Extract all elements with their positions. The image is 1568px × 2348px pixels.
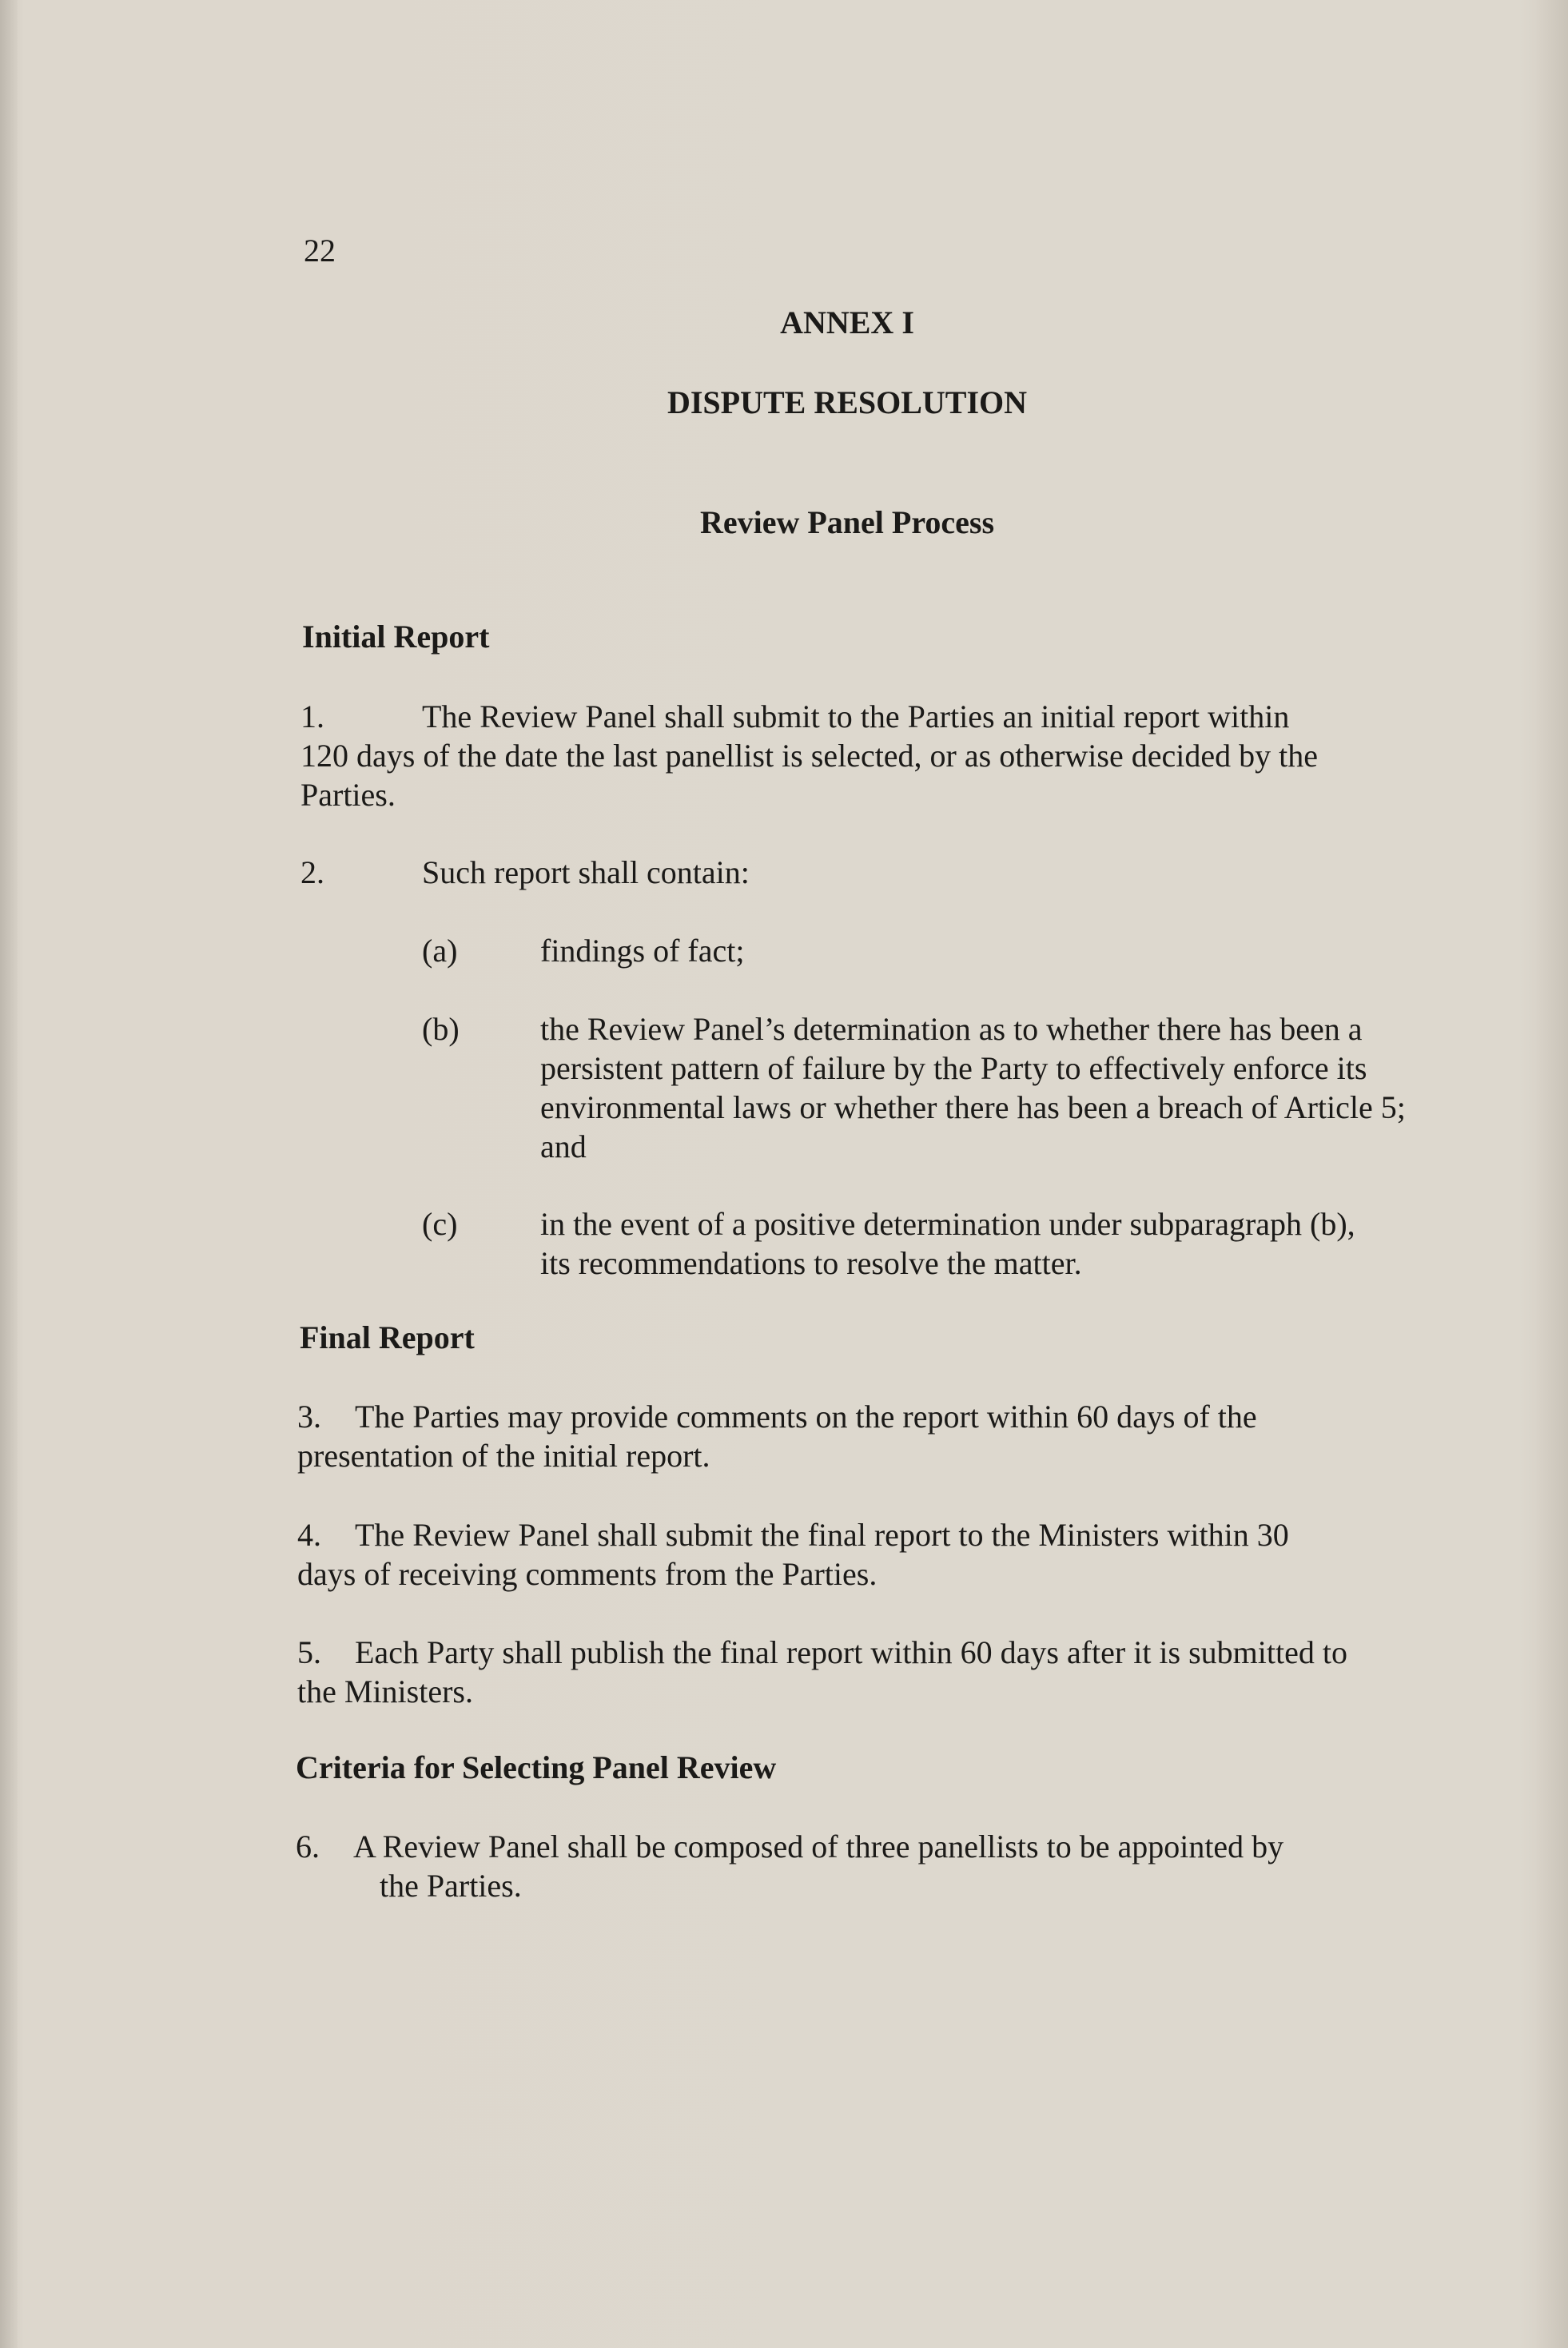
list-item-letter: (b) [422, 1011, 460, 1047]
paragraph-4 [297, 1515, 1336, 1594]
paragraph-number: 1. [300, 698, 324, 734]
annex-title: ANNEX I [780, 304, 914, 340]
paragraph-3 [297, 1397, 1336, 1475]
section-heading-final-report: Final Report [300, 1319, 475, 1355]
list-item [422, 1204, 1405, 1283]
paragraph-text: The Parties may provide comments on the report within 60 days of the presentation of the initial report. [297, 1399, 1257, 1474]
paragraph-1 [300, 697, 1419, 814]
list-item-text: the Review Panel’s determination as to whether there has been a persistent pattern of failure by the Party to effectively enforce its environmental laws or whether there has been a breach of Article 5; and [540, 1011, 1406, 1164]
list-item-text: findings of fact; [540, 933, 745, 969]
paragraph-first-line: A Review Panel shall be composed of three panellists to be appointed by [353, 1829, 1284, 1864]
section-heading-criteria: Criteria for Selecting Panel Review [296, 1749, 777, 1785]
paragraph-number: 4. [297, 1517, 321, 1553]
paragraph-2 [300, 853, 1403, 892]
page-edge-left [0, 0, 18, 2348]
paragraph-number: 2. [300, 854, 324, 890]
list-item-letter: (a) [422, 933, 458, 969]
paragraph-number: 3. [297, 1399, 321, 1435]
paragraph-text: 120 days of the date the last panellist is selected, or as otherwise decided by the Parties. [300, 738, 1318, 813]
list-item [422, 1009, 1405, 1166]
paragraph-number: 5. [297, 1634, 321, 1670]
paragraph-number: 6. [296, 1829, 320, 1864]
paragraph-text: Such report shall contain: [422, 854, 750, 890]
paragraph-first-line: The Review Panel shall submit to the Parties an initial report within [422, 698, 1290, 734]
paragraph-text: the Parties. [380, 1868, 522, 1904]
list-item-text: in the event of a positive determination under subparagraph (b), its recommendations to resolve the matter. [540, 1206, 1355, 1281]
process-title: Review Panel Process [699, 504, 995, 540]
paragraph-6 [296, 1827, 1415, 1905]
paragraph-text: The Review Panel shall submit the final report to the Ministers within 30 days of receiving comments from the Parties. [297, 1517, 1289, 1592]
paragraph-text: Each Party shall publish the final report within 60 days after it is submitted to the Ministers. [297, 1634, 1347, 1709]
list-item-letter: (c) [422, 1206, 458, 1242]
list-item [422, 931, 1405, 970]
page-edge-right [1536, 0, 1568, 2348]
paragraph-5 [297, 1633, 1384, 1711]
section-heading-initial-report: Initial Report [302, 619, 490, 655]
page-number: 22 [304, 233, 336, 269]
annex-subtitle: DISPUTE RESOLUTION [667, 384, 1028, 420]
